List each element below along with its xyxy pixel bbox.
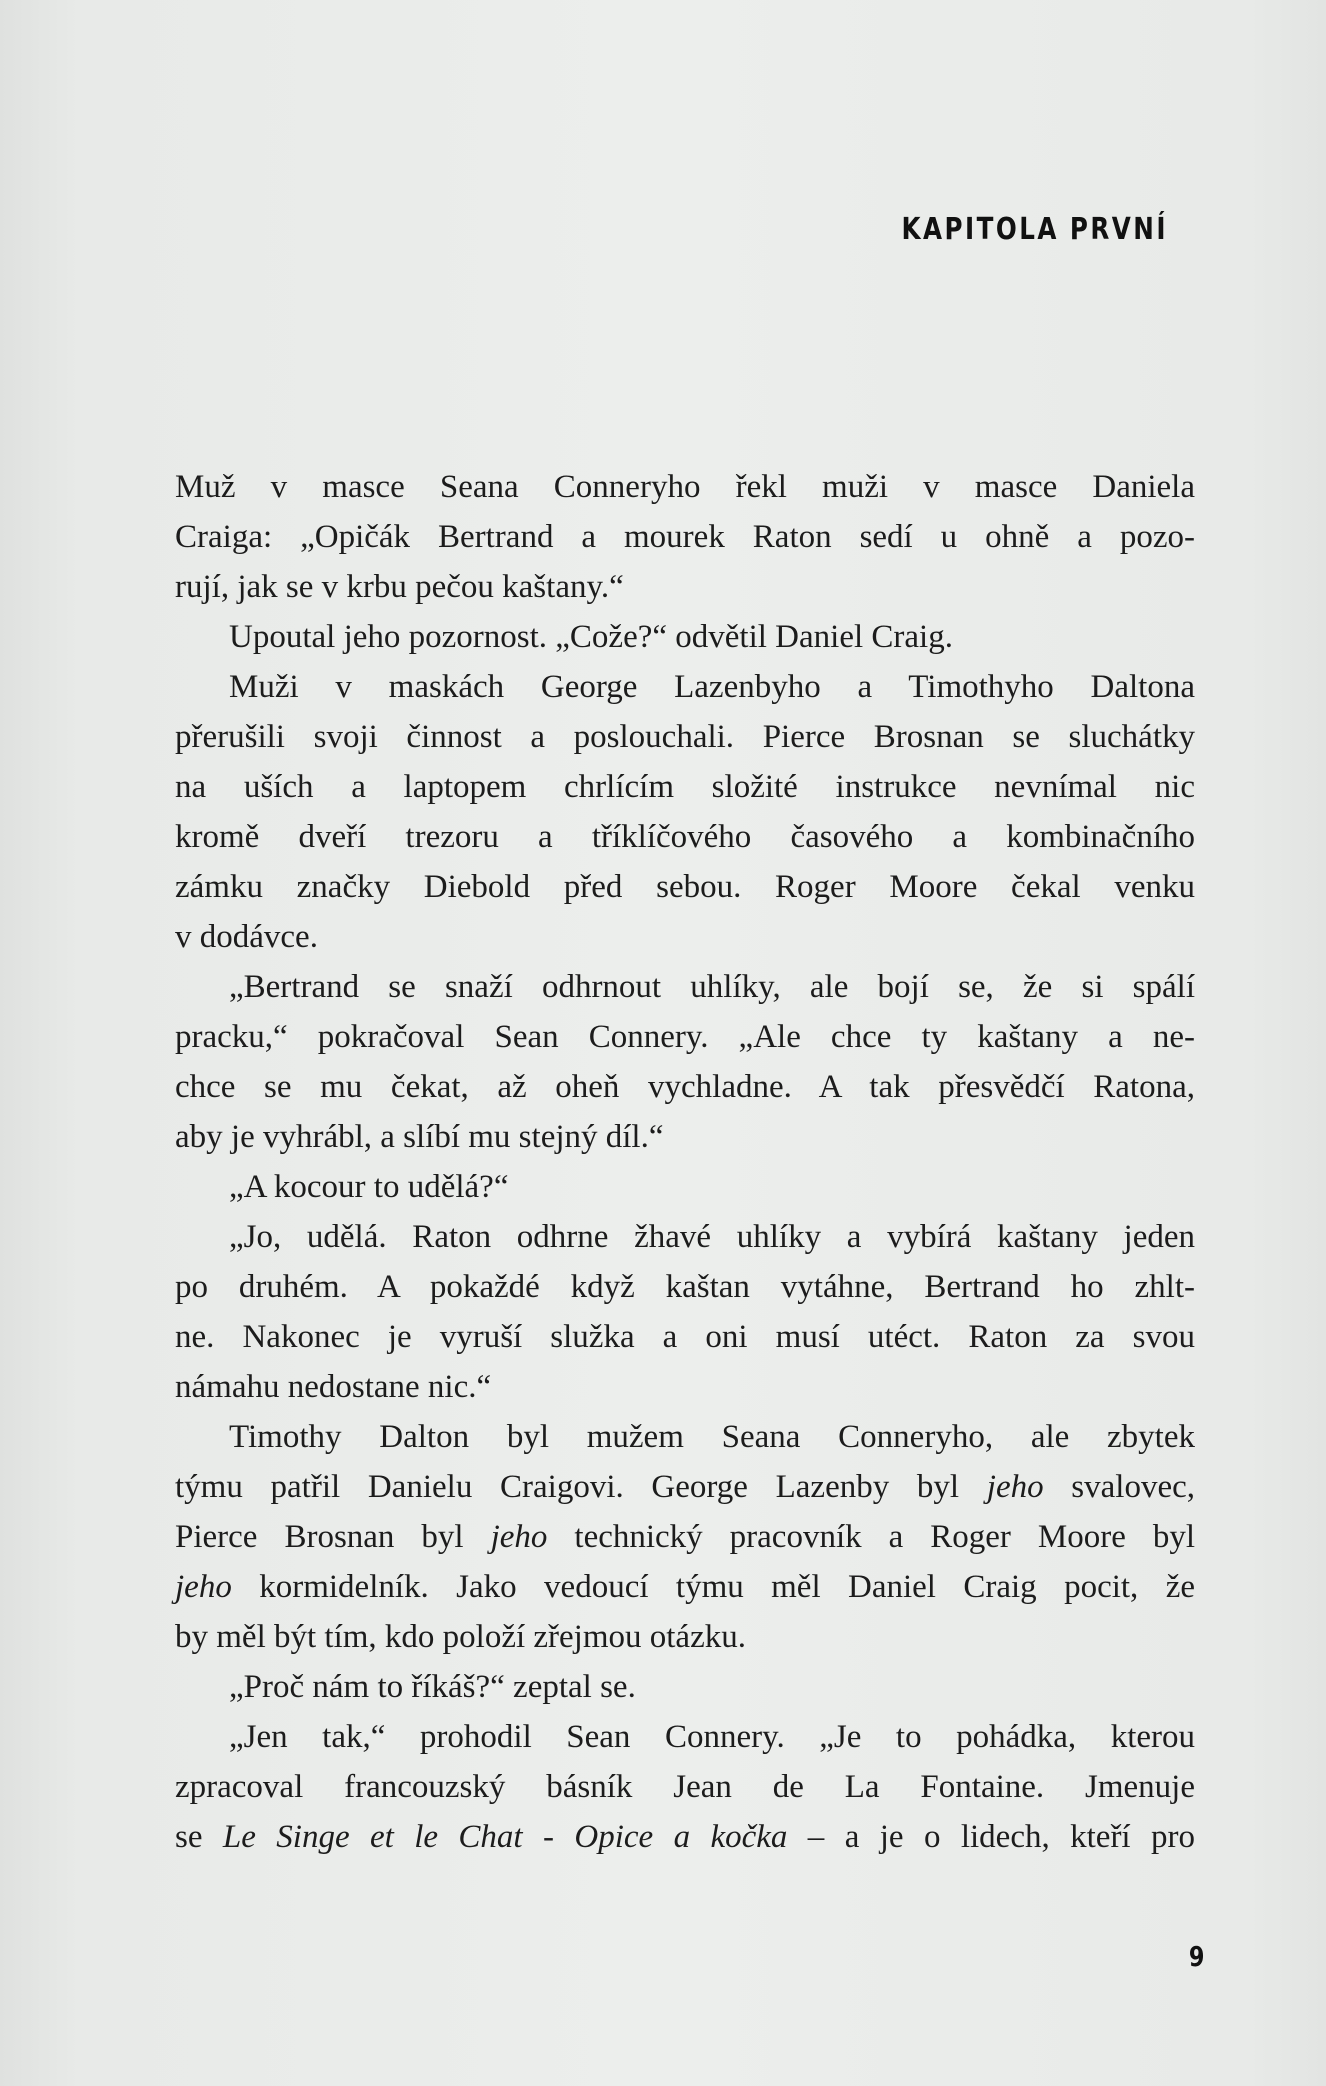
text-line: Muži v maskách George Lazenbyho a Timothyho Daltona xyxy=(229,669,1195,705)
text-line: Upoutal jeho pozornost. „Cože?“ odvětil Daniel Craig. xyxy=(229,619,953,655)
text-line: týmu patřil Danielu Craigovi. George Lazenby byl jeho svalovec, xyxy=(175,1469,1195,1505)
text-line: v dodávce. xyxy=(175,919,318,955)
text-line: ne. Nakonec je vyruší služka a oni musí utéct. Raton za svou xyxy=(175,1319,1195,1355)
chapter-title: KAPITOLA PRVNÍ xyxy=(901,212,1168,247)
text-line: kromě dveří trezoru a tříklíčového časového a kombinačního xyxy=(175,819,1195,855)
text-line: „Jen tak,“ prohodil Sean Connery. „Je to pohádka, kterou xyxy=(229,1719,1195,1755)
text-line: zpracoval francouzský básník Jean de La Fontaine. Jmenuje xyxy=(175,1769,1195,1805)
text-line: námahu nedostane nic.“ xyxy=(175,1369,492,1405)
text-line: jeho kormidelník. Jako vedoucí týmu měl Daniel Craig pocit, že xyxy=(175,1569,1195,1605)
text-line: Pierce Brosnan byl jeho technický pracovník a Roger Moore byl xyxy=(175,1519,1196,1555)
text-line: na uších a laptopem chrlícím složité instrukce nevnímal nic xyxy=(175,769,1195,805)
text-line: aby je vyhrábl, a slíbí mu stejný díl.“ xyxy=(175,1119,664,1155)
text-line: by měl být tím, kdo položí zřejmou otázku. xyxy=(175,1619,746,1655)
text-line: „Proč nám to říkáš?“ zeptal se. xyxy=(229,1669,636,1705)
text-line: zámku značky Diebold před sebou. Roger Moore čekal venku xyxy=(175,869,1195,905)
text-line: „Bertrand se snaží odhrnout uhlíky, ale bojí se, že si spálí xyxy=(229,969,1195,1005)
text-line: chce se mu čekat, až oheň vychladne. A tak přesvědčí Ratona, xyxy=(175,1069,1195,1105)
text-line: Timothy Dalton byl mužem Seana Conneryho, ale zbytek xyxy=(229,1419,1195,1455)
text-line: pracku,“ pokračoval Sean Connery. „Ale chce ty kaštany a ne- xyxy=(175,1019,1195,1055)
text-line: rují, jak se v krbu pečou kaštany.“ xyxy=(175,569,624,605)
text-line: se Le Singe et le Chat - Opice a kočka – a je o lidech, kteří pro xyxy=(175,1819,1195,1855)
text-line: po druhém. A pokaždé když kaštan vytáhne, Bertrand ho zhlt- xyxy=(175,1269,1195,1305)
text-line: „A kocour to udělá?“ xyxy=(229,1169,509,1205)
text-line: Craiga: „Opičák Bertrand a mourek Raton sedí u ohně a pozo- xyxy=(175,519,1195,555)
page-number: 9 xyxy=(1188,1940,1204,1973)
text-line: „Jo, udělá. Raton odhrne žhavé uhlíky a vybírá kaštany jeden xyxy=(229,1219,1195,1255)
text-line: Muž v masce Seana Conneryho řekl muži v masce Daniela xyxy=(175,469,1195,505)
text-line: přerušili svoji činnost a poslouchali. Pierce Brosnan se sluchátky xyxy=(175,719,1195,755)
body-text xyxy=(175,462,1195,1862)
